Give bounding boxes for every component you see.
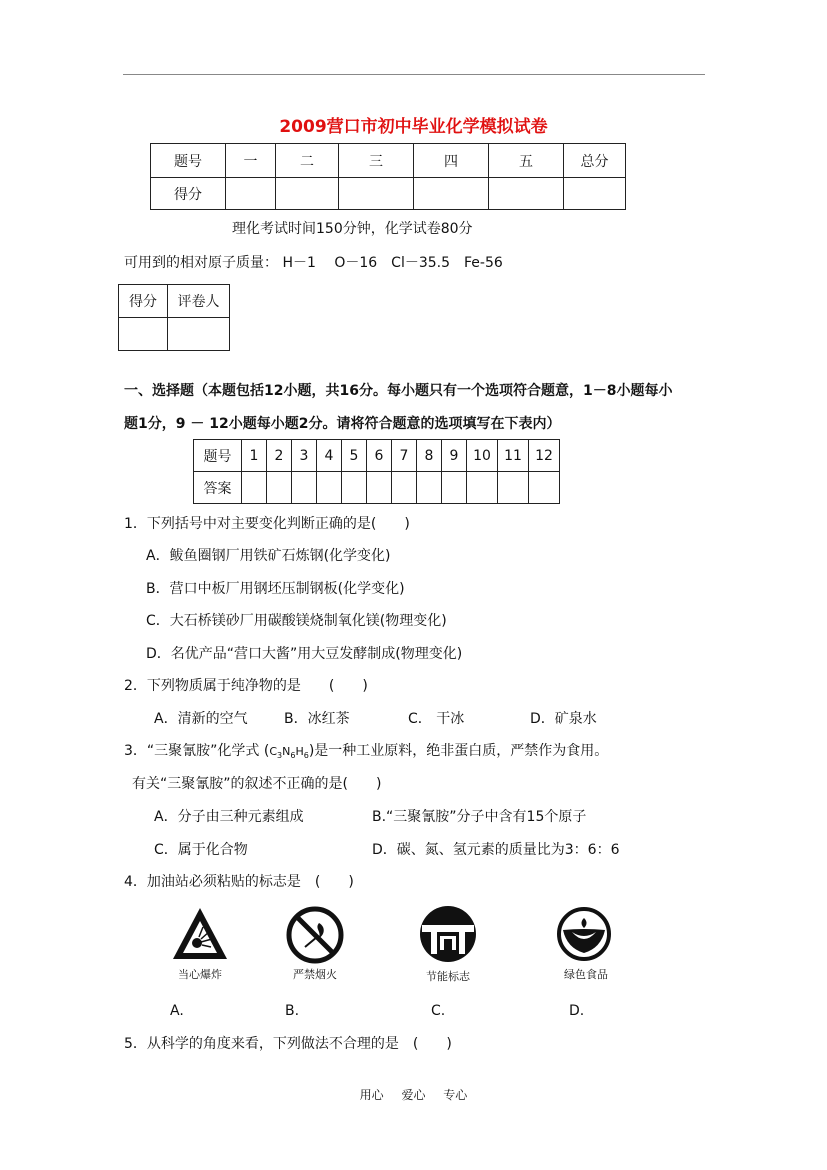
- answer-header-label: 题号: [194, 440, 242, 472]
- energy-saving-icon: [417, 903, 479, 965]
- q4-letter-c: C.: [431, 1003, 446, 1019]
- sign-label-c: 节能标志: [426, 970, 470, 983]
- formula-h: H: [295, 745, 304, 758]
- q2-option-c: C． 干冰: [408, 711, 465, 727]
- answer-cell[interactable]: [392, 472, 417, 504]
- q4-letter-a: A.: [170, 1003, 184, 1019]
- q5-stem: 5．从科学的角度来看，下列做法不合理的是 ( ): [124, 1036, 452, 1052]
- sign-label-a: 当心爆炸: [178, 968, 222, 981]
- q1-stem: 1．下列括号中对主要变化判断正确的是( ): [124, 516, 410, 532]
- answer-cell[interactable]: [292, 472, 317, 504]
- grader-label: 评卷人: [168, 285, 230, 318]
- page-footer: 用心 爱心 专心: [359, 1088, 468, 1102]
- q3-stem2: 有关“三聚氰胺”的叙述不正确的是( ): [132, 776, 382, 792]
- score-header-cell: 总分: [564, 144, 626, 178]
- answer-cell[interactable]: [267, 472, 292, 504]
- q1-option-b: B．营口中板厂用钢坯压制钢板(化学变化): [146, 581, 405, 597]
- score-header-cell: 三: [339, 144, 414, 178]
- no-fire-icon: [285, 905, 345, 965]
- q3-option-b: B.“三聚氰胺”分子中含有15个原子: [372, 809, 587, 825]
- q3-option-c: C．属于化合物: [154, 842, 248, 858]
- answer-number: 11: [498, 440, 529, 472]
- answer-cell[interactable]: [242, 472, 267, 504]
- answer-cell[interactable]: [467, 472, 498, 504]
- formula-sub: 6: [290, 751, 296, 761]
- formula-sub: 6: [303, 751, 309, 761]
- answer-cell[interactable]: [367, 472, 392, 504]
- q3-option-a: A．分子由三种元素组成: [154, 809, 304, 825]
- grader-cell[interactable]: [168, 318, 230, 351]
- answer-number: 10: [467, 440, 498, 472]
- q2-stem: 2．下列物质属于纯净物的是 ( ): [124, 678, 368, 694]
- score-header-cell: 二: [276, 144, 339, 178]
- score-cell[interactable]: [489, 178, 564, 210]
- score-row-label: 得分: [151, 178, 226, 210]
- answer-number: 7: [392, 440, 417, 472]
- score-header-cell: 一: [226, 144, 276, 178]
- atomic-masses: 可用到的相对原子质量： H－1 O－16 Cl－35.5 Fe-56: [124, 255, 503, 271]
- answer-number: 12: [529, 440, 560, 472]
- answer-number: 8: [417, 440, 442, 472]
- q1-option-a: A．鲅鱼圈钢厂用铁矿石炼钢(化学变化): [146, 548, 391, 564]
- answer-row-label: 答案: [194, 472, 242, 504]
- formula-n: N: [282, 745, 291, 758]
- grader-score-label: 得分: [119, 285, 168, 318]
- formula-c: C: [269, 745, 278, 758]
- score-cell[interactable]: [339, 178, 414, 210]
- q4-stem: 4．加油站必须粘贴的标志是 ( ): [124, 874, 354, 890]
- score-cell[interactable]: [276, 178, 339, 210]
- answer-number: 4: [317, 440, 342, 472]
- answer-cell[interactable]: [498, 472, 529, 504]
- score-cell[interactable]: [226, 178, 276, 210]
- q2-option-b: B．冰红茶: [284, 711, 350, 727]
- q4-letter-d: D.: [569, 1003, 585, 1019]
- answer-cell[interactable]: [417, 472, 442, 504]
- q3-option-d: D．碳、氮、氢元素的质量比为3：6：6: [372, 842, 620, 858]
- exam-info: 理化考试时间150分钟，化学试卷80分: [232, 221, 473, 237]
- answer-cell[interactable]: [442, 472, 467, 504]
- q2-option-a: A．清新的空气: [154, 711, 248, 727]
- answer-number: 5: [342, 440, 367, 472]
- score-header-cell: 四: [414, 144, 489, 178]
- answer-cell[interactable]: [342, 472, 367, 504]
- answer-number: 9: [442, 440, 467, 472]
- q1-option-c: C．大石桥镁砂厂用碳酸镁烧制氧化镁(物理变化): [146, 613, 447, 629]
- sign-label-d: 绿色食品: [564, 968, 608, 981]
- answer-cell[interactable]: [529, 472, 560, 504]
- formula-sub: 3: [277, 751, 283, 761]
- q4-letter-b: B.: [285, 1003, 300, 1019]
- grader-score-cell[interactable]: [119, 318, 168, 351]
- q3-stem: [124, 740, 608, 760]
- score-header-cell: 题号: [151, 144, 226, 178]
- q3-stem-start: 3．“三聚氰胺”化学式 (: [124, 743, 270, 759]
- score-header-cell: 五: [489, 144, 564, 178]
- answer-number: 2: [267, 440, 292, 472]
- score-cell[interactable]: [414, 178, 489, 210]
- q2-option-d: D．矿泉水: [530, 711, 597, 727]
- q3-stem-end: )是一种工业原料，绝非蛋白质，严禁作为食用。: [308, 743, 609, 759]
- grader-table: [118, 284, 230, 351]
- answer-number: 6: [367, 440, 392, 472]
- score-table: [150, 143, 626, 210]
- section1-line2: 题1分，9 － 12小题每小题2分。请将符合题意的选项填写在下表内）: [124, 416, 561, 432]
- section1-line1: 一、选择题（本题包括12小题，共16分。每小题只有一个选项符合题意，1－8小题每小: [124, 383, 673, 399]
- header-rule: [123, 74, 705, 75]
- score-cell[interactable]: [564, 178, 626, 210]
- q1-option-d: D．名优产品“营口大酱”用大豆发酵制成(物理变化): [146, 646, 463, 662]
- explosion-warning-icon: [170, 905, 230, 963]
- answer-number: 3: [292, 440, 317, 472]
- sign-label-b: 严禁烟火: [293, 968, 337, 981]
- q3-formula: [269, 745, 309, 761]
- answer-cell[interactable]: [317, 472, 342, 504]
- green-food-icon: [556, 906, 612, 962]
- answer-number: 1: [242, 440, 267, 472]
- answer-table: [193, 439, 560, 504]
- page-title: 2009营口市初中毕业化学模拟试卷: [279, 117, 548, 137]
